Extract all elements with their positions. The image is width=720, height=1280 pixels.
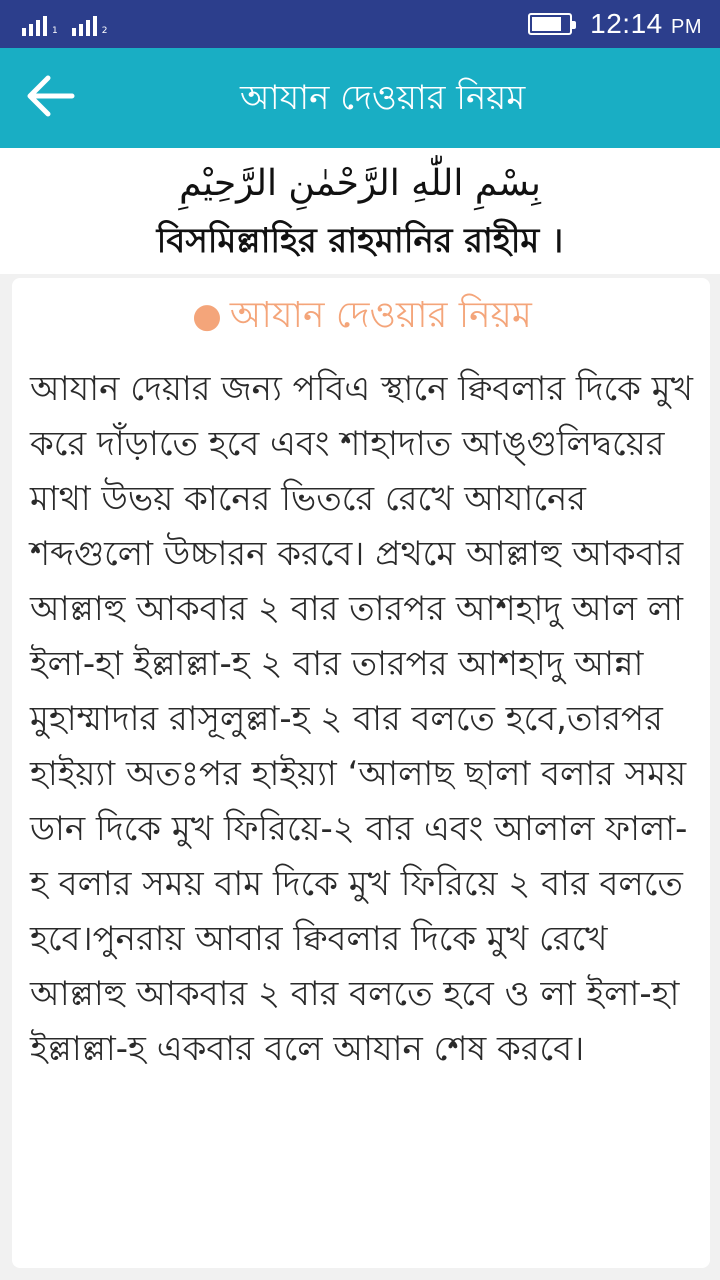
content-card: [12, 278, 710, 1268]
back-button[interactable]: [0, 48, 100, 148]
card-heading: [28, 292, 696, 340]
sim1-signal-icon: [22, 16, 58, 36]
card-heading-text: আযান দেওয়ার নিয়ম: [229, 295, 532, 336]
clock-ampm: PM: [671, 16, 702, 38]
bismillah-bengali: বিসমিল্লাহির রাহমানির রাহীম ।: [156, 221, 564, 261]
status-clock: [590, 8, 702, 40]
bullet-icon: ●: [192, 296, 222, 336]
arrow-left-icon: [24, 74, 76, 122]
card-body-text: আযান দেয়ার জন্য পবিএ স্থানে ক্বিবলার দিকে মুখ করে দাঁড়াতে হবে এবং শাহাদাত আঙ্গুলিদ্বয়ের মাথা উভয় কানের ভিতরে রেখে আযানের শব্দগুলো উচ্চারন করবে। প্রথমে আল্লাহু আকবার আল্লাহু আকবার ২ বার তারপর আশহাদু আল লা ইলা-হা ইল্লাল্লা-হ ২ বার তারপর আশহাদু আন্না মুহাম্মাদার রাসূলুল্লা-হ ২ বার বলতে হবে,তারপর হাইয়্যা অতঃপর হাইয়্যা ‘আলাছ ছালা বলার সময় ডান দিকে মুখ ফিরিয়ে-২ বার এবং আলাল ফালা-হ বলার সময় বাম দিকে মুখ ফিরিয়ে ২ বার বলতে হবে।পুনরায় আবার ক্বিবলার দিকে মুখ রেখে আল্লাহু আকবার ২ বার বলতে হবে ও লা ইলা-হা ইল্লাল্লা-হ একবার বলে আযান শেষ করবে।: [30, 369, 693, 1069]
app-bar: [0, 48, 720, 148]
bismillah-header: [0, 148, 720, 274]
sim2-label: 2: [101, 26, 108, 36]
page-title: আযান দেওয়ার নিয়ম: [240, 78, 526, 118]
battery-icon: [528, 13, 572, 35]
sim1-label: 1: [52, 26, 58, 36]
signal-indicators: [22, 12, 107, 36]
sim2-signal-icon: [72, 16, 108, 36]
status-bar: [0, 0, 720, 48]
bismillah-arabic: بِسْمِ اللّٰهِ الرَّحْمٰنِ الرَّحِيْمِ: [179, 163, 541, 204]
clock-time: 12:14: [590, 8, 663, 39]
